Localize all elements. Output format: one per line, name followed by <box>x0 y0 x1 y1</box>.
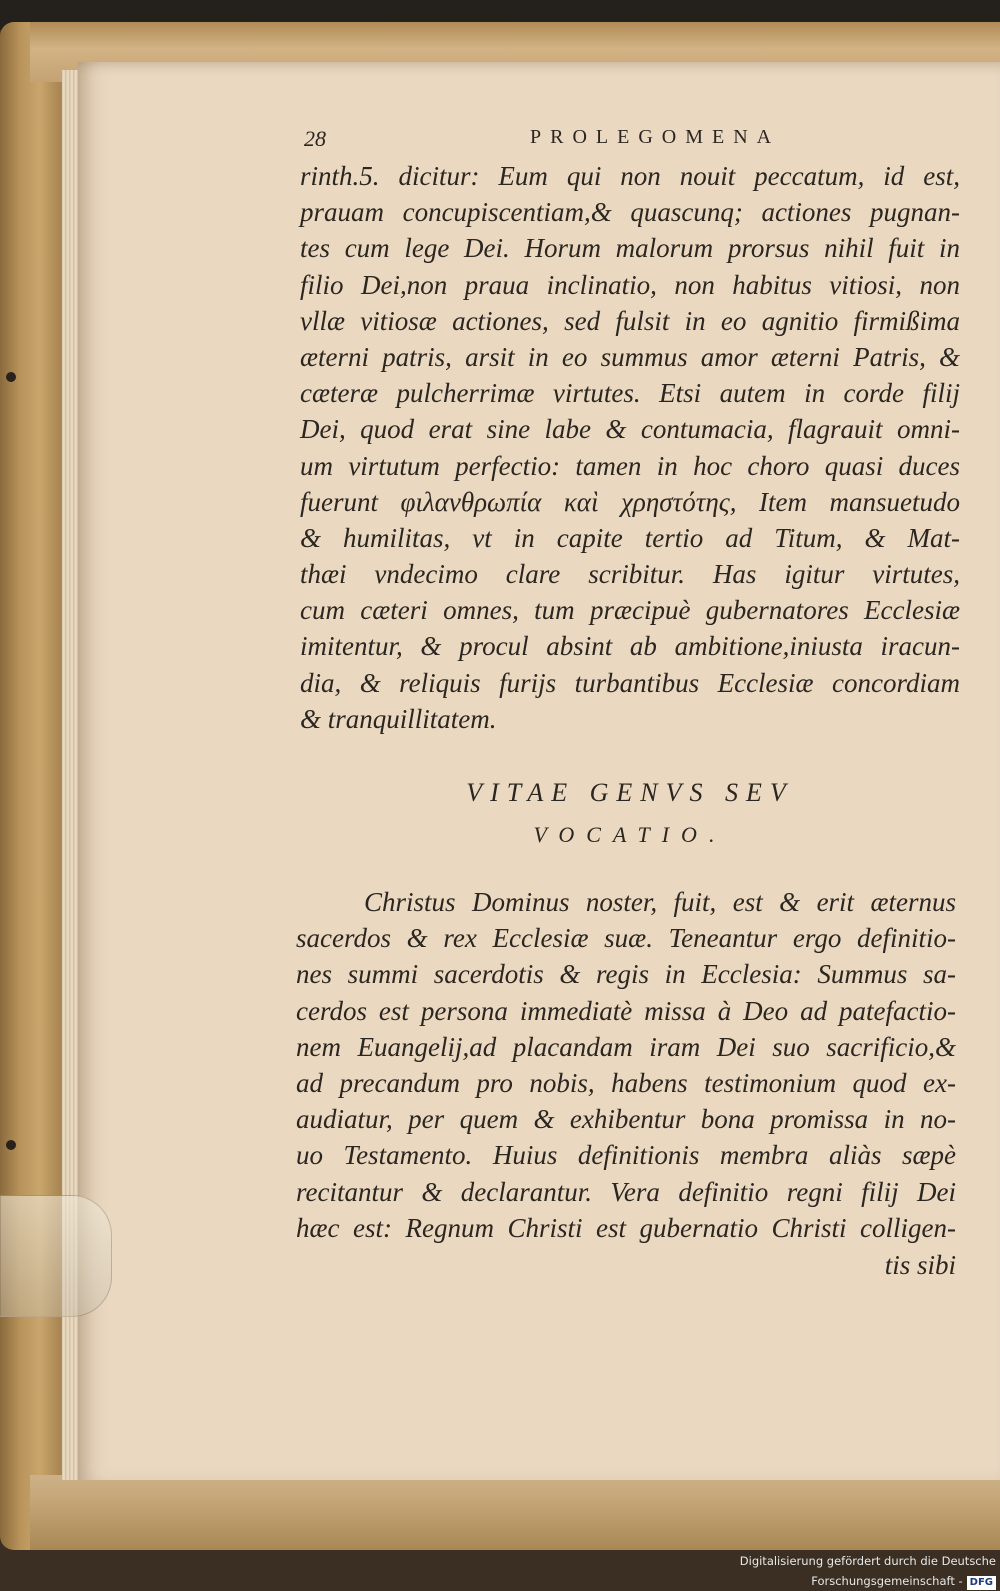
catchword-block <box>296 1247 956 1283</box>
binding-nail <box>6 1140 16 1150</box>
paragraph-1 <box>300 158 960 737</box>
page-number: 28 <box>304 126 326 151</box>
text-line: fuerunt φιλανθρωπία καὶ χρηστότης, Item mansuetudo <box>300 486 960 517</box>
dfg-logo: DFG <box>967 1576 996 1590</box>
text-line: cum cæteri omnes, tum præcipuè gubernatores Ecclesiæ <box>300 595 960 626</box>
text-line: rinth.5. dicitur: Eum qui non nouit peccatum, id est, <box>300 161 960 191</box>
binding-nail <box>6 372 16 382</box>
text-line: dia, & reliquis furijs turbantibus Ecclesiæ concordiam <box>300 667 960 698</box>
text-line: Christus Dominus noster, fuit, est & erit æternus <box>364 887 956 917</box>
text-line: um virtutum perfectio: tamen in hoc choro quasi duces <box>300 450 960 481</box>
running-title: PROLEGOMENA <box>530 126 781 148</box>
credit-text: Digitalisierung gefördert durch die Deutsche Forschungsgemeinschaft - <box>739 1554 996 1588</box>
text-line: uo Testamento. Huius definitionis membra aliàs sæpè <box>296 1140 956 1171</box>
text-line: thæi vndecimo clare scribitur. Has igitur virtutes, <box>300 559 960 590</box>
text-line: sacerdos & rex Ecclesiæ suæ. Teneantur ergo definitio- <box>296 923 956 954</box>
text-line: filio Dei,non praua inclinatio, non habitus vitiosi, non <box>300 269 960 300</box>
binding-bottom-edge <box>30 1475 1000 1550</box>
text-line: recitantur & declarantur. Vera definitio regni filij Dei <box>296 1176 956 1207</box>
digitization-credit <box>600 1551 996 1588</box>
text-line: cæteræ pulcherrimæ virtutes. Etsi autem in corde filij <box>300 378 960 409</box>
text-line: ad precandum pro nobis, habens testimonium quod ex- <box>296 1067 956 1098</box>
text-line: æterni patris, arsit in eo summus amor æterni Patris, & <box>300 341 960 372</box>
text-line: nes summi sacerdotis & regis in Ecclesia: Summus sa- <box>296 959 956 990</box>
text-line: vllæ vitiosæ actiones, sed fulsit in eo agnitio firmißima <box>300 305 960 336</box>
paragraph-2 <box>296 884 956 1246</box>
text-line: prauam concupiscentiam,& quascunq; actiones pugnan- <box>300 197 960 228</box>
section-title-line-2: VOCATIO. <box>533 822 727 847</box>
text-line: & tranquillitatem. <box>300 703 497 734</box>
text-line: nem Euangelij,ad placandam iram Dei suo sacrificio,& <box>296 1031 956 1062</box>
clasp-strap <box>0 1195 112 1317</box>
section-title-line-1: VITAE GENVS SEV <box>466 778 794 807</box>
text-line: hæc est: Regnum Christi est gubernatio Christi colligen- <box>296 1212 956 1243</box>
text-line: tes cum lege Dei. Horum malorum prorsus nihil fuit in <box>300 233 960 264</box>
text-line: Dei, quod erat sine labe & contumacia, flagrauit omni- <box>300 414 960 445</box>
text-line: audiatur, per quem & exhibentur bona promissa in no- <box>296 1104 956 1135</box>
text-line: & humilitas, vt in capite tertio ad Titum, & Mat- <box>300 522 960 553</box>
catchword: tis sibi <box>884 1250 956 1280</box>
text-line: imitentur, & procul absint ab ambitione,iniusta iracun- <box>300 631 960 662</box>
text-line: cerdos est persona immediatè missa à Deo ad patefactio- <box>296 995 956 1026</box>
